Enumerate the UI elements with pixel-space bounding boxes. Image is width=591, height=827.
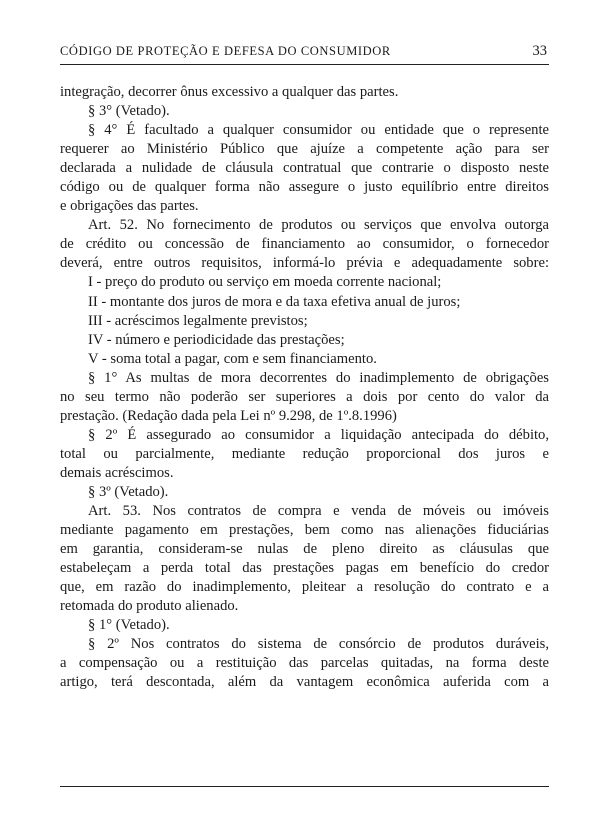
text-line: Art. 52. No fornecimento de produtos ou serviços que envolva outorga [88,217,549,234]
text-line: artigo, terá descontada, além da vantagem econômica auferida com a [60,674,549,691]
text-line: § 2º É assegurado ao consumidor a liquidação antecipada do débito, [88,426,549,443]
text-line: III - acréscimos legalmente previstos; [88,312,308,329]
text-line: de crédito ou concessão de financiamento ao consumidor, o fornecedor [60,236,549,253]
text-line: em garantia, consideram-se nulas de pleno direito as cláusulas que [60,541,549,558]
header-rule [60,64,549,65]
text-line: que, em razão do inadimplemento, pleitear a resolução do contrato e a [60,579,549,596]
text-line: § 4° É facultado a qualquer consumidor ou entidade que o represente [88,122,549,139]
text-line: IV - número e periodicidade das prestações; [88,331,345,348]
text-line: I - preço do produto ou serviço em moeda corrente nacional; [88,274,442,291]
text-line: no seu termo não poderão ser superiores a dois por cento do valor da [60,388,549,405]
text-line: estabeleçam a perda total das prestações pagas em benefício do credor [60,560,549,577]
text-line: prestação. (Redação dada pela Lei nº 9.298, de 1º.8.1996) [60,407,397,424]
text-line: deverá, entre outros requisitos, informá-lo prévia e adequadamente sobre: [60,255,549,272]
text-line: § 1° As multas de mora decorrentes do inadimplemento de obrigações [88,369,549,386]
text-line: retomada do produto alienado. [60,598,239,615]
text-line: requerer ao Ministério Público que ajuíze a competente ação para ser [60,141,549,158]
text-line: demais acréscimos. [60,464,174,481]
text-line: § 2º Nos contratos do sistema de consórcio de produtos duráveis, [88,636,549,653]
text-line: a compensação ou a restituição das parcelas quitadas, na forma deste [60,655,549,672]
text-line: § 3º (Vetado). [88,483,169,500]
text-line: § 1° (Vetado). [88,617,170,634]
text-line: § 3° (Vetado). [88,103,170,120]
text-line: total ou parcialmente, mediante redução proporcional dos juros e [60,445,549,462]
page-header [60,44,549,64]
text-line: código ou de qualquer forma não assegure o justo equilíbrio entre direitos [60,179,549,196]
text-line: e obrigações das partes. [60,198,199,215]
page-number: 33 [532,43,547,59]
text-line: mediante pagamento em prestações, bem como nas alienações fiduciárias [60,522,549,539]
text-line: integração, decorrer ônus excessivo a qualquer das partes. [60,84,399,100]
text-line: V - soma total a pagar, com e sem financiamento. [88,350,377,367]
footer-rule [60,786,549,787]
text-line: declarada a nulidade de cláusula contratual que contrarie o disposto neste [60,160,549,177]
body-text [60,83,549,693]
text-line: Art. 53. Nos contratos de compra e venda de móveis ou imóveis [88,503,549,520]
running-head: CÓDIGO DE PROTEÇÃO E DEFESA DO CONSUMIDOR [60,44,391,58]
text-line: II - montante dos juros de mora e da taxa efetiva anual de juros; [88,293,461,310]
